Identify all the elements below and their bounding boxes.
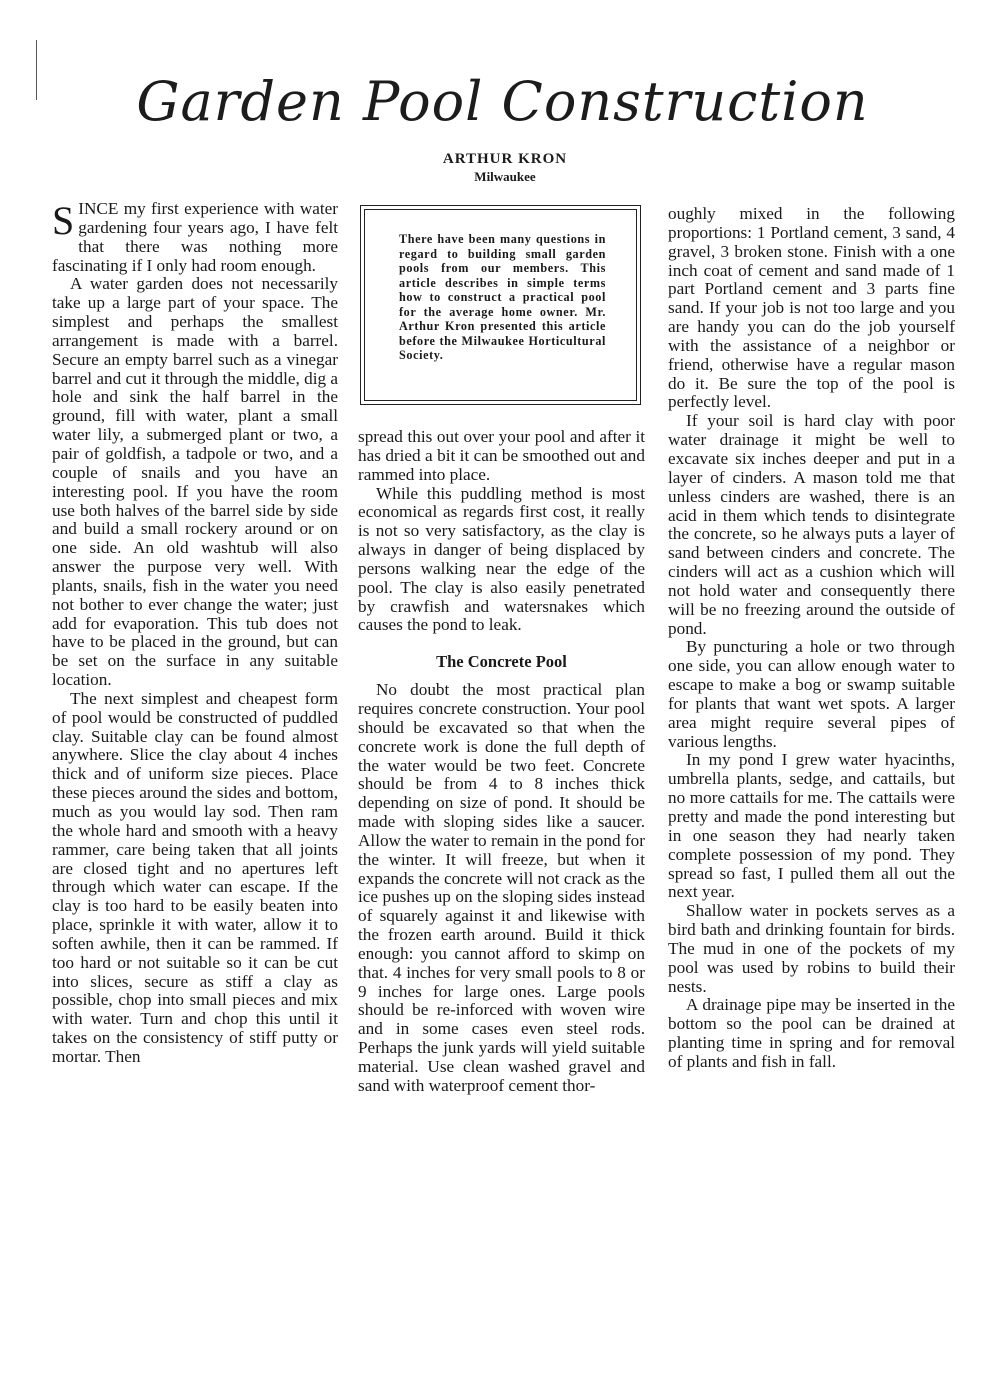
editor-note-box — [360, 205, 641, 405]
body-paragraph: In my pond I grew water hyacinths, umbrella plants, sedge, and cattails, but no more cattails for me. The cattails were pretty and made the pond interesting but in one season they had nearly taken complete possession of my pond. They spread so fast, I pulled them all out the next year. — [668, 750, 955, 902]
column-1 — [52, 200, 338, 1067]
body-paragraph: By puncturing a hole or two through one side, you can allow enough water to escape to make a bog or swamp suitable for plants that want wet spots. A larger area might require several pipes of various lengths. — [668, 637, 955, 751]
body-paragraph: No doubt the most practical plan requires concrete construction. Your pool should be excavated so that when the concrete work is done the full depth of the water would be two feet. Concrete should be from 4 to 8 inches thick depending on size of pond. It should be made with sloping sides like a saucer. Allow the water to remain in the pond for the winter. It will freeze, but when it expands the concrete will not crack as the ice pushes up on the sloping sides instead of squarely against it and likewise with the frozen earth around. Build it thick enough: you cannot afford to skimp on that. 4 inches for very small pools to 8 or 9 inches for large ones. Large pools should be re-inforced with woven wire and in some cases even steel rods. Perhaps the junk yards will yield suitable material. Use clean washed gravel and sand with waterproof cement thor- — [358, 680, 645, 1095]
editor-note-text: There have been many questions in regard to building small garden pools from our members. This article describes in simple terms how to construct a practical pool for the average home owner. Mr. Arthur Kron presented this article before the Milwaukee Horticultural Society. — [399, 232, 606, 362]
body-paragraph: Shallow water in pockets serves as a bird bath and drinking fountain for birds. The mud in one of the pockets of my pool was used by robins to build their nests. — [668, 901, 955, 996]
column-2 — [358, 428, 645, 1096]
body-paragraph: A drainage pipe may be inserted in the bottom so the pool can be drained at planting time in spring and for removal of plants and fish in fall. — [668, 995, 955, 1071]
drop-cap: S — [52, 198, 75, 243]
body-paragraph: If your soil is hard clay with poor water drainage it might be well to excavate six inches deeper and put in a layer of cinders. A mason told me that unless cinders are washed, there is an acid in them which tends to disintegrate the concrete, so he always puts a layer of sand between cinders and concrete. The cinders will act as a cushion which will not hold water and consequently there will be no freezing around the outside of pond. — [668, 411, 955, 638]
author-location: Milwaukee — [474, 169, 536, 184]
body-paragraph: A water garden does not necessarily take up a large part of your space. The simplest and perhaps the smallest arrangement is made with a barrel. Secure an empty barrel such as a vinegar barrel and cut it through the middle, dig a hole and sink the half barrel in the ground, fill with water, plant a small water lily, a submerged plant or two, a pair of goldfish, a tadpole or two, and a couple of snails and you have an interesting pool. If you have the room use both halves of the barrel side by side and build a small rockery around or on one side. An old washtub will also answer the purpose very well. With plants, snails, fish in the water you need not bother to ever change the water; just add for evaporation. This tub does not have to be placed in the ground, but can be set on the surface in any suitable location. — [52, 274, 338, 690]
body-paragraph: While this puddling method is most economical as regards first cost, it really is not so very satisfactory, as the clay is always in danger of being displaced by persons walking near the edge of the pool. The clay is also easily penetrated by crawfish and watersnakes which causes the pond to leak. — [358, 483, 645, 635]
column-3 — [668, 205, 955, 1072]
body-paragraph: oughly mixed in the following proportions: 1 Portland cement, 3 sand, 4 gravel, 3 broken stone. Finish with a one inch coat of cement and sand made of 1 part Portland cement and 3 parts fine sand. If your job is not too large and you are handy you can do the job yourself with the assistance of a neighbor or friend, otherwise have a regular mason do it. Be sure the top of the pool is perfectly level. — [668, 204, 955, 412]
opening-paragraph — [52, 200, 338, 275]
author-name: ARTHUR KRON — [442, 151, 568, 167]
opening-text: INCE my first experience with water gardening four years ago, I have felt that there was nothing more fascinating if I only had room enough. — [52, 199, 338, 275]
body-paragraph: spread this out over your pool and after it has dried a bit it can be smoothed out and rammed into place. — [358, 427, 645, 484]
editor-note-inner — [364, 209, 637, 401]
body-paragraph: The next simplest and cheapest form of pool would be constructed of puddled clay. Suitable clay can be found almost anywhere. Slice the clay about 4 inches thick and of uniform size pieces. Place these pieces around the sides and bottom, much as you would lay sod. Then ram the whole hard and smooth with a heavy rammer, care being taken that all joints are closed tight and no apertures left through which water can escape. If the clay is too hard to be easily beaten into place, sprinkle it with water, allow it to soften awhile, then it can be rammed. If too hard or not suitable so it can be cut into slices, secure as stiff a clay as possible, chop into small pieces and mix with water. Turn and chop this until it takes on the consistency of stiff putty or mortar. Then — [52, 688, 338, 1066]
article-title: Garden Pool Construction — [136, 70, 869, 133]
byline — [350, 150, 660, 185]
section-heading: The Concrete Pool — [436, 652, 567, 672]
